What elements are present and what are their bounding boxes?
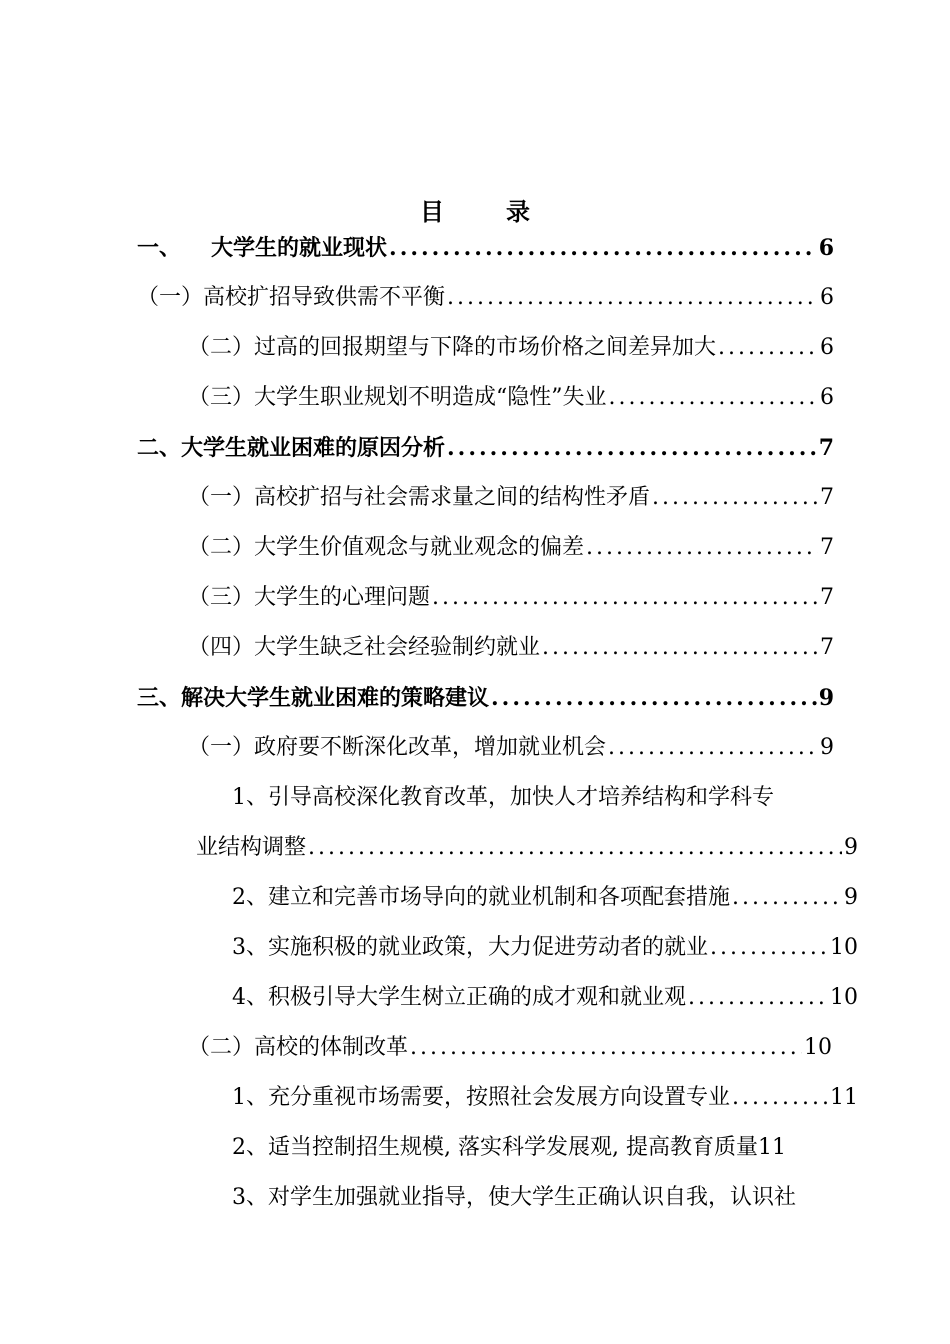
page-number: 6 — [820, 385, 834, 410]
dot-leader — [447, 433, 817, 463]
entry-text: 1、充分重视市场需要，按照社会发展方向设置专业 — [232, 1085, 730, 1110]
entry-text: （二）过高的回报期望与下降的市场价格之间差异加大 — [188, 335, 717, 360]
entry-text: （一）高校扩招与社会需求量之间的结构性矛盾 — [188, 485, 651, 510]
page-number: 9 — [820, 735, 834, 760]
dot-leader — [608, 733, 818, 763]
dot-leader — [652, 483, 818, 513]
entry-text: （三）大学生的心理问题 — [188, 585, 431, 610]
entry-text: 二、大学生就业困难的原因分析 — [137, 435, 446, 461]
entry-text: （一）政府要不断深化改革，增加就业机会 — [188, 735, 607, 760]
page-number: 10 — [804, 1035, 832, 1060]
page-number: 10 — [830, 985, 858, 1010]
page-number: 7 — [818, 435, 834, 461]
page-number: 6 — [820, 285, 834, 310]
toc-entry-1-1[interactable] — [137, 283, 834, 313]
toc-entry-3-1-3[interactable] — [232, 933, 858, 963]
dot-leader — [609, 383, 819, 413]
dot-leader — [432, 583, 818, 613]
dot-leader — [732, 883, 842, 913]
section-number: 一、 — [137, 235, 182, 261]
dot-leader — [586, 533, 818, 563]
entry-text: 大学生的就业现状 — [211, 235, 388, 261]
page-number: 10 — [830, 935, 858, 960]
toc-entry-3-1-1-line1[interactable]: 1、引导高校深化教育改革，加快人才培养结构和学科专 — [232, 785, 774, 810]
entry-text: 4、积极引导大学生树立正确的成才观和就业观 — [232, 985, 686, 1010]
entry-text: （一）高校扩招导致供需不平衡 — [137, 285, 446, 310]
toc-entry-3-1-4[interactable] — [232, 983, 858, 1013]
entry-text: 2、适当控制招生规模, 落实科学发展观, 提高教育质量 — [232, 1135, 758, 1160]
entry-text: 三、解决大学生就业困难的策略建议 — [137, 685, 490, 711]
toc-entry-section-2[interactable] — [137, 433, 834, 463]
page-number: 11 — [830, 1085, 858, 1110]
page-number: 6 — [818, 235, 834, 261]
page-number: 9 — [844, 885, 858, 910]
toc-title-char-2: 录 — [506, 197, 530, 226]
dot-leader — [389, 233, 817, 263]
toc-entry-3-2-3-line1[interactable]: 3、对学生加强就业指导，使大学生正确认识自我，认识社 — [232, 1185, 796, 1210]
entry-text: （四）大学生缺乏社会经验制约就业 — [188, 635, 541, 660]
toc-entry-2-3[interactable] — [188, 583, 834, 613]
page-number: 7 — [820, 535, 834, 560]
toc-entry-2-1[interactable] — [188, 483, 834, 513]
dot-leader — [688, 983, 828, 1013]
dot-leader — [718, 333, 818, 363]
entry-text: 2、建立和完善市场导向的就业机制和各项配套措施 — [232, 885, 730, 910]
dot-leader — [447, 283, 818, 313]
entry-text: （二）大学生价值观念与就业观念的偏差 — [188, 535, 585, 560]
page-number: 7 — [820, 635, 834, 660]
page-number: 6 — [820, 335, 834, 360]
toc-entry-3-1-2[interactable] — [232, 883, 858, 913]
entry-text: 3、实施积极的就业政策，大力促进劳动者的就业 — [232, 935, 708, 960]
toc-entry-3-1-1[interactable] — [196, 833, 858, 863]
dot-leader — [732, 1083, 828, 1113]
toc-entry-section-3[interactable] — [137, 683, 834, 713]
toc-entry-1-2[interactable] — [188, 333, 834, 363]
page-number: 9 — [844, 835, 858, 860]
toc-entry-3-2[interactable] — [188, 1033, 832, 1063]
toc-entry-section-1[interactable] — [137, 233, 834, 263]
page-number: 9 — [818, 685, 834, 711]
toc-entry-3-2-1[interactable] — [232, 1083, 858, 1113]
dot-leader — [710, 933, 828, 963]
dot-leader — [542, 633, 818, 663]
page-number: 7 — [820, 485, 834, 510]
toc-title — [0, 192, 950, 227]
entry-text: （三）大学生职业规划不明造成“隐性”失业 — [188, 385, 607, 410]
dot-leader — [308, 833, 842, 863]
toc-entry-1-3[interactable] — [188, 383, 834, 413]
page-number: 11 — [757, 1135, 786, 1160]
entry-text: （二）高校的体制改革 — [188, 1035, 409, 1060]
toc-entry-2-4[interactable] — [188, 633, 834, 663]
dot-leader — [491, 683, 817, 713]
toc-entry-2-2[interactable] — [188, 533, 834, 563]
toc-entry-3-1[interactable] — [188, 733, 834, 763]
dot-leader — [410, 1033, 802, 1063]
entry-text: 业结构调整 — [196, 835, 307, 860]
page-number: 7 — [820, 585, 834, 610]
toc-entry-3-2-2[interactable] — [232, 1133, 858, 1163]
toc-title-char-1: 目 — [420, 197, 444, 226]
